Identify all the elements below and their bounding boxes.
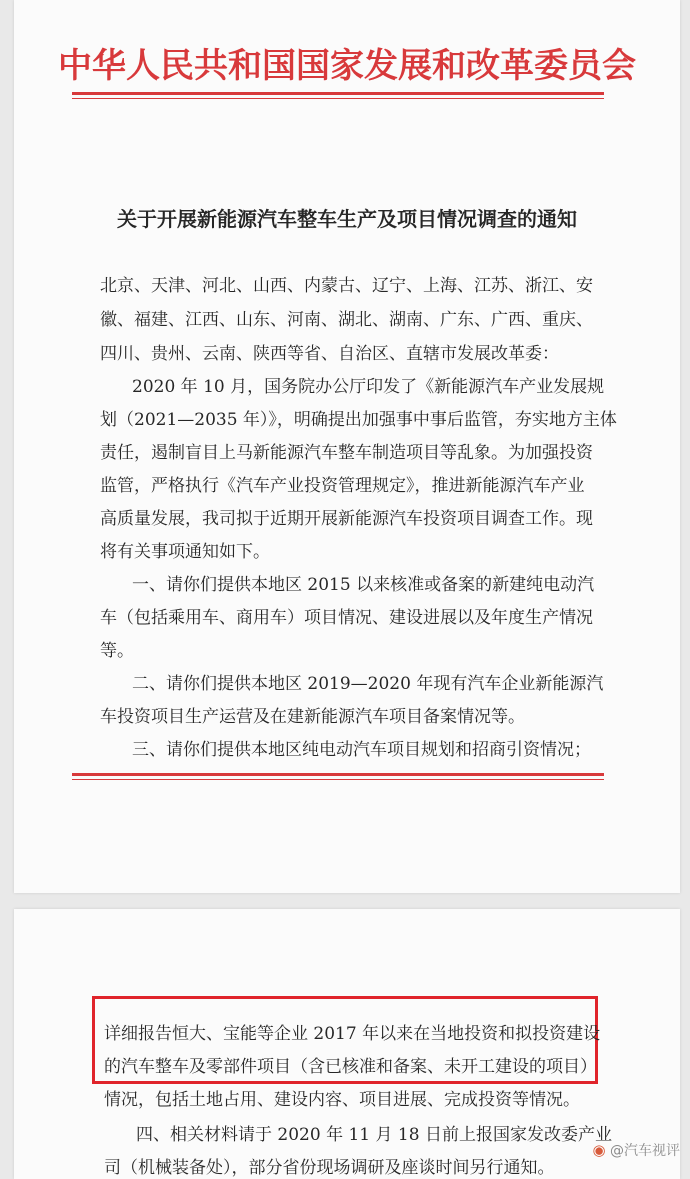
source-watermark bbox=[592, 1140, 680, 1160]
item4-line: 司（机械装备处），部分省份现场调研及座谈时间另行通知。 bbox=[104, 1158, 555, 1178]
document-page-1 bbox=[14, 0, 680, 893]
org-header: 中华人民共和国国家发展和改革委员会 bbox=[58, 46, 636, 86]
addressee-line: 北京、天津、河北、山西、内蒙古、辽宁、上海、江苏、浙江、安 bbox=[100, 276, 593, 296]
addressee-line: 徽、福建、江西、山东、河南、湖北、湖南、广东、广西、重庆、 bbox=[100, 310, 593, 330]
intro-line: 高质量发展，我司拟于近期开展新能源汽车投资项目调查工作。现 bbox=[100, 509, 593, 529]
item1-line: 车（包括乘用车、商用车）项目情况、建设进展以及年度生产情况 bbox=[100, 608, 593, 628]
intro-line: 监管，严格执行《汽车产业投资管理规定》，推进新能源汽车产业 bbox=[100, 476, 585, 496]
intro-line: 划（2021—2035 年）》，明确提出加强事中事后监管，夯实地方主体 bbox=[100, 410, 617, 430]
footer-rule-thick bbox=[72, 773, 604, 776]
weibo-icon: ◉ bbox=[592, 1141, 606, 1159]
intro-line: 责任，遏制盲目上马新能源汽车整车制造项目等乱象。为加强投资 bbox=[100, 443, 593, 463]
intro-line: 将有关事项通知如下。 bbox=[100, 542, 270, 562]
addressee-line: 四川、贵州、云南、陕西等省、自治区、直辖市发展改革委： bbox=[100, 344, 559, 364]
item2-line: 二、请你们提供本地区 2019—2020 年现有汽车企业新能源汽 bbox=[132, 674, 604, 694]
notice-title: 关于开展新能源汽车整车生产及项目情况调查的通知 bbox=[117, 207, 577, 231]
continued-line: 情况，包括土地占用、建设内容、项目进展、完成投资等情况。 bbox=[104, 1090, 580, 1110]
highlighted-line: 详细报告恒大、宝能等企业 2017 年以来在当地投资和拟投资建设 bbox=[104, 1024, 601, 1044]
footer-rule-thin bbox=[72, 779, 604, 780]
item4-line: 四、相关材料请于 2020 年 11 月 18 日前上报国家发改委产业 bbox=[136, 1125, 612, 1145]
item2-line: 车投资项目生产运营及在建新能源汽车项目备案情况等。 bbox=[100, 707, 525, 727]
item1-line: 一、请你们提供本地区 2015 以来核准或备案的新建纯电动汽 bbox=[132, 575, 595, 595]
item1-line: 等。 bbox=[100, 641, 134, 661]
watermark-text: @汽车视评 bbox=[610, 1143, 680, 1159]
item3-line: 三、请你们提供本地区纯电动汽车项目规划和招商引资情况； bbox=[132, 740, 591, 760]
intro-line: 2020 年 10 月，国务院办公厅印发了《新能源汽车产业发展规 bbox=[132, 377, 605, 397]
document-page-2 bbox=[14, 909, 680, 1179]
highlighted-line: 的汽车整车及零部件项目（含已核准和备案、未开工建设的项目） bbox=[104, 1057, 597, 1077]
header-rule-thin bbox=[72, 98, 604, 99]
header-rule-thick bbox=[72, 92, 604, 95]
